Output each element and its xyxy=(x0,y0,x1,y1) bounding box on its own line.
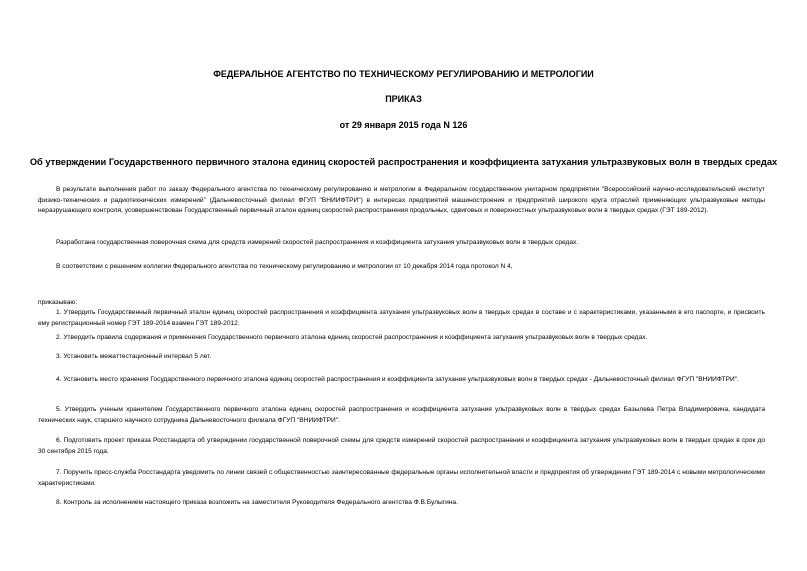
document-type-heading: ПРИКАЗ xyxy=(385,94,422,104)
document-date-number: от 29 января 2015 года N 126 xyxy=(339,120,468,130)
order-item-1: 1. Утвердить Государственный первичный эталон единиц скоростей распространения и коэффициента затухания ультразвуковых волн в твердых средах в составе и с характеристиками, указанными в его паспорте, и присвоить ему регистрационный номер ГЭТ 189-2014 взамен ГЭТ 189-2012. xyxy=(38,309,765,327)
intro-paragraph-2: Разработана государственная поверочная схема для средств измерений скоростей распространения и коэффициента затухания ультразвуковых волн в твердых средах. xyxy=(56,239,579,246)
order-item-7: 7. Поручить пресс-служба Росстандарта уведомить по линии связей с общественностью заинтересованные федеральные органы исполнительной власти и предприятия об утверждении ГЭТ 189-2014 с новыми метрологическими характеристиками. xyxy=(38,469,765,487)
order-item-3: 3. Установить межаттестационный интервал 5 лет. xyxy=(56,353,212,360)
intro-paragraph-1: В результате выполнения работ по заказу Федерального агентства по техническому регулированию и метрологии в Федеральном государственном унитарном предприятии "Всероссийский научно-исследовательский институт физико-технических и радиотехнических измерений" (Дальневосточный филиал ФГУП "ВНИИФТРИ") в интересах предприятий машиностроения и предприятий широкого круга отраслей применяющих ультразвуковые методы неразрушающего контроля, усовершенствован Государственный первичный эталон единиц скоростей распространения продольных, сдвиговых и поверхностных ультразвуковых волн в твердых средах (ГЭТ 189-2012). xyxy=(38,186,765,214)
order-item-4: 4. Установить место хранения Государственного первичного эталона единиц скоростей распространения и коэффициента затухания ультразвуковых волн в твердых средах - Дальневосточный филиал ФГУП "ВНИИФТРИ". xyxy=(56,376,739,383)
order-item-6: 6. Подготовить проект приказа Росстандарта об утверждении государственной поверочной схемы для средств измерений скоростей распространения и коэффициента затухания ультразвуковых волн в твердых средах в срок до 30 сентября 2015 года. xyxy=(38,437,765,455)
document-title: Об утверждении Государственного первичного эталона единиц скоростей распространения и коэффициента затухания ультразвуковых волн в твердых средах xyxy=(29,157,778,167)
order-item-5: 5. Утвердить ученым хранителем Государственного первичного эталона единиц скоростей распространения и коэффициента затухания ультразвуковых волн в твердых средах Базылева Петра Владимировича, кандидата технических наук, старшего научного сотрудника Дальневосточного филиала ФГУП "ВНИИФТРИ". xyxy=(38,406,765,424)
order-item-2: 2. Утвердить правила содержания и применения Государственного первичного эталона единиц скоростей распространения и коэффициента затухания ультразвуковых волн в твердых средах. xyxy=(56,334,648,341)
intro-paragraph-3: В соответствии с решением коллегии Федерального агентства по техническому регулированию и метрологии от 10 декабря 2014 года протокол N 4, xyxy=(56,263,513,270)
order-word: приказываю: xyxy=(38,299,78,306)
order-item-8: 8. Контроль за исполнением настоящего приказа возложить на заместителя Руководителя Федерального агентства Ф.В.Булыгина. xyxy=(56,499,458,506)
agency-heading: ФЕДЕРАЛЬНОЕ АГЕНТСТВО ПО ТЕХНИЧЕСКОМУ РЕГУЛИРОВАНИЮ И МЕТРОЛОГИИ xyxy=(213,69,594,79)
